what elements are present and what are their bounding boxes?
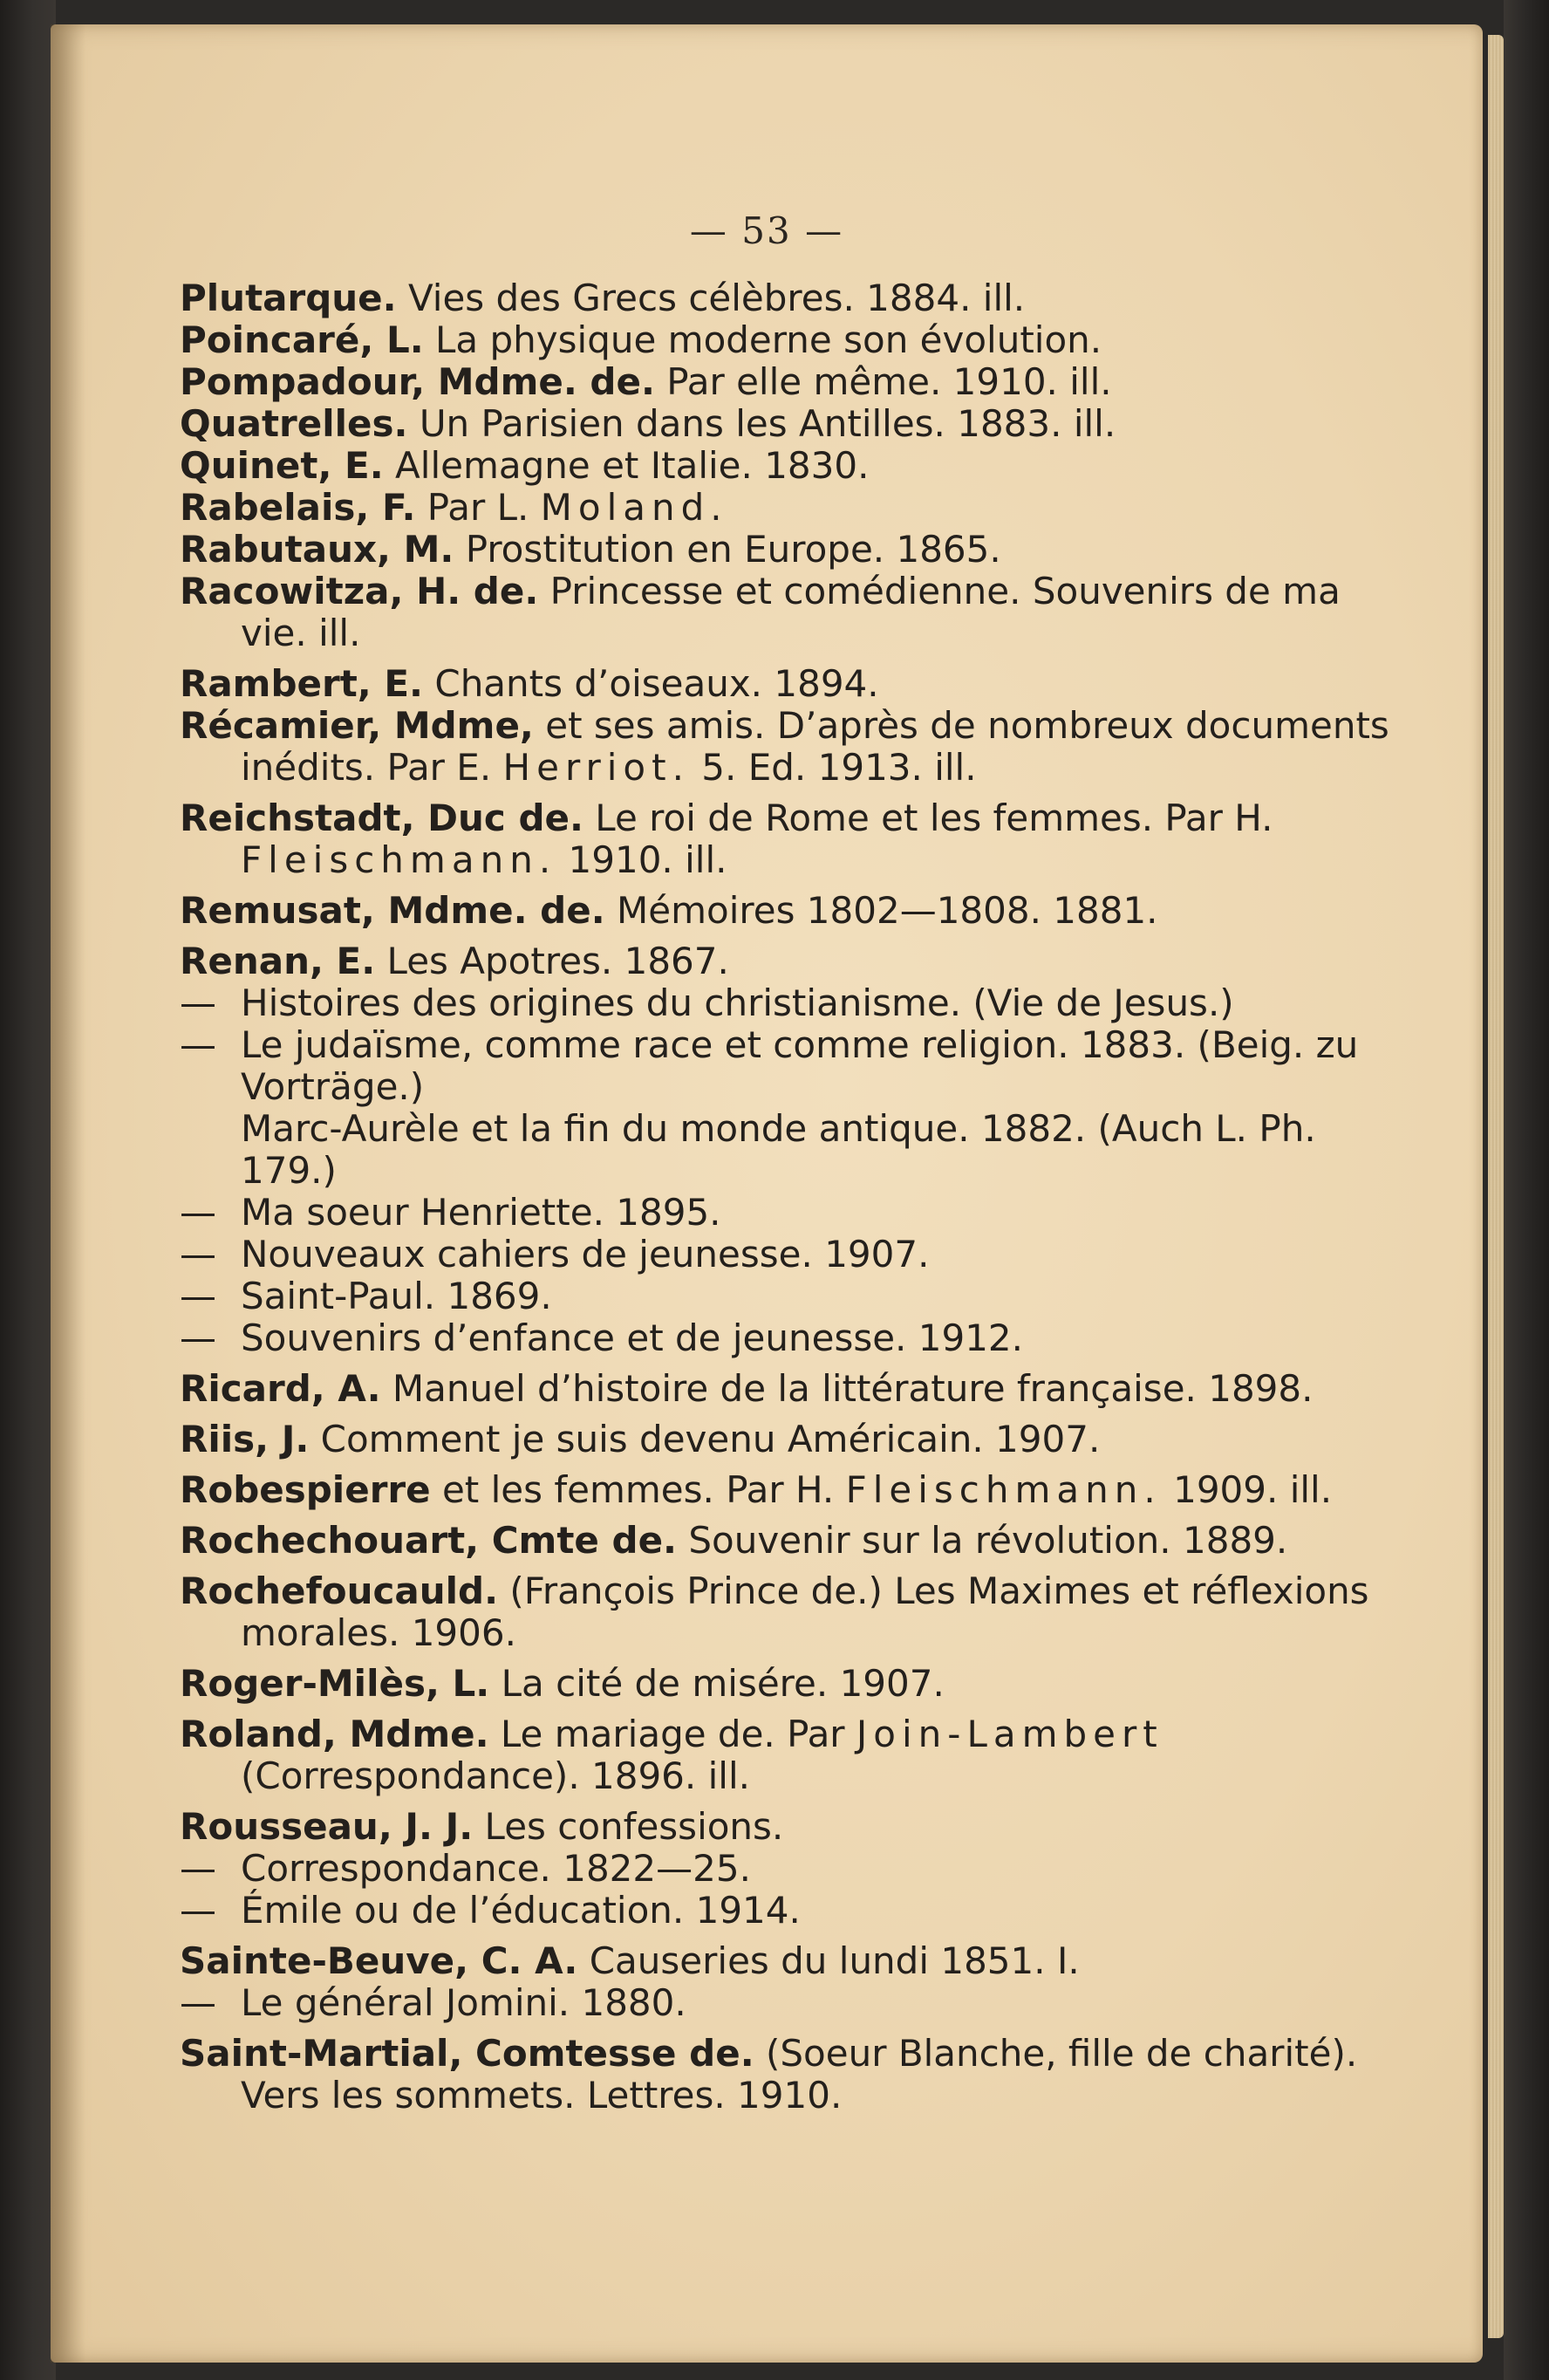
entry-title: Le mariage de. Par <box>488 1713 856 1755</box>
entry-author: Pompadour, Mdme. de. <box>180 360 655 403</box>
entry-author: Quatrelles. <box>180 402 408 445</box>
ditto-dash: — <box>180 1981 216 2024</box>
bibliography-entry <box>180 571 1401 654</box>
bibliography-entry <box>180 1275 1401 1317</box>
ditto-dash: — <box>180 1275 216 1317</box>
bibliography-entry <box>180 1940 1401 1982</box>
entry-title: Allemagne et Italie. 1830. <box>383 444 870 487</box>
entry-title: Un Parisien dans les Antilles. 1883. ill. <box>407 402 1116 445</box>
entry-author: Riis, J. <box>180 1418 310 1460</box>
bibliography-list <box>180 277 1401 2117</box>
entry-title: et les femmes. Par H. <box>430 1468 846 1511</box>
entry-title: Prostitution en Europe. 1865. <box>454 528 1001 571</box>
entry-title: et ses amis. D’après de nombreux documents inédits. Par E. <box>241 704 1389 789</box>
entry-title: Nouveaux cahiers de jeunesse. 1907. <box>241 1233 930 1275</box>
entry-title: La cité de misére. 1907. <box>489 1662 945 1705</box>
entry-author: Robespierre <box>180 1468 431 1511</box>
entry-author: Remusat, Mdme. de. <box>180 889 605 932</box>
entry-title: Émile ou de l’éducation. 1914. <box>241 1889 801 1932</box>
book-page <box>51 24 1483 2363</box>
entry-details: 1909. ill. <box>1161 1468 1333 1511</box>
entry-title: Mémoires 1802—1808. 1881. <box>604 889 1158 932</box>
bibliography-entry <box>180 1234 1401 1275</box>
bibliography-entry <box>180 1368 1401 1410</box>
entry-title: Princesse et comédienne. Souvenirs de ma vie. ill. <box>241 570 1341 654</box>
entry-author: Racowitza, H. de. <box>180 570 539 612</box>
page-number: — 53 — <box>689 209 844 252</box>
bibliography-entry <box>180 982 1401 1024</box>
entry-author: Roland, Mdme. <box>180 1713 489 1755</box>
entry-title: Causeries du lundi 1851. I. <box>577 1939 1080 1982</box>
ditto-dash: — <box>180 1233 216 1275</box>
entry-author: Rabutaux, M. <box>180 528 454 571</box>
entry-continuation-text: Marc-Aurèle et la fin du monde antique. 1882. (Auch L. Ph. 179.) <box>241 1107 1316 1192</box>
bibliography-entry <box>180 1848 1401 1890</box>
entry-author: Plutarque. <box>180 277 397 319</box>
entry-author: Renan, E. <box>180 940 376 982</box>
bibliography-entry <box>180 1890 1401 1932</box>
entry-author: Poincaré, L. <box>180 318 424 361</box>
entry-title: Correspondance. 1822—25. <box>241 1847 751 1890</box>
bibliography-entry <box>180 1419 1401 1460</box>
entry-editor-name: Herriot. <box>502 746 690 789</box>
bibliography-entry <box>180 403 1401 445</box>
entry-author: Saint-Martial, Comtesse de. <box>180 2032 754 2075</box>
bibliography-entry <box>180 1806 1401 1848</box>
bibliography-entry <box>180 487 1401 529</box>
entry-author: Ricard, A. <box>180 1367 381 1410</box>
bibliography-entry <box>180 1108 1401 1192</box>
bibliography-entry <box>180 663 1401 705</box>
entry-title: Comment je suis devenu Américain. 1907. <box>309 1418 1101 1460</box>
bibliography-entry <box>180 1663 1401 1705</box>
entry-editor-name: Join-Lambert <box>856 1713 1163 1755</box>
ditto-dash: — <box>180 981 216 1024</box>
entry-editor-name: Fleischmann. <box>241 838 557 881</box>
entry-title: Par L. <box>415 486 541 529</box>
bibliography-entry <box>180 1317 1401 1359</box>
bibliography-entry <box>180 2033 1401 2117</box>
entry-details: 5. Ed. 1913. ill. <box>689 746 977 789</box>
entry-title: Par elle même. 1910. ill. <box>654 360 1112 403</box>
ditto-dash: — <box>180 1889 216 1932</box>
bibliography-entry <box>180 1024 1401 1108</box>
bibliography-entry <box>180 445 1401 487</box>
entry-author: Rochefoucauld. <box>180 1570 499 1612</box>
entry-title: (François Prince de.) Les Maximes et réflexions morales. 1906. <box>241 1570 1369 1654</box>
entry-details: 1910. ill. <box>556 838 727 881</box>
bibliography-entry <box>180 797 1401 881</box>
bibliography-entry <box>180 705 1401 789</box>
entry-title: Souvenirs d’enfance et de jeunesse. 1912. <box>241 1317 1023 1359</box>
bibliography-entry <box>180 319 1401 361</box>
gutter-shadow <box>51 24 85 2363</box>
entry-editor-name: Fleischmann. <box>845 1468 1162 1511</box>
entry-title: Chants d’oiseaux. 1894. <box>423 662 879 705</box>
bibliography-entry <box>180 1469 1401 1511</box>
ditto-dash: — <box>180 1847 216 1890</box>
entry-author: Rabelais, F. <box>180 486 416 529</box>
entry-title: Histoires des origines du christianisme. (Vie de Jesus.) <box>241 981 1234 1024</box>
entry-title: Manuel d’histoire de la littérature française. 1898. <box>380 1367 1314 1410</box>
bibliography-entry <box>180 1520 1401 1562</box>
entry-details: (Correspondance). 1896. ill. <box>241 1754 750 1797</box>
entry-title: Saint-Paul. 1869. <box>241 1275 552 1317</box>
bibliography-entry <box>180 1713 1401 1797</box>
entry-title: Vies des Grecs célèbres. 1884. ill. <box>396 277 1026 319</box>
entry-title: Le roi de Rome et les femmes. Par H. <box>583 797 1273 839</box>
entry-author: Récamier, Mdme, <box>180 704 534 747</box>
ditto-dash: — <box>180 1317 216 1359</box>
entry-title: (Soeur Blanche, fille de charité). Vers les sommets. Lettres. 1910. <box>241 2032 1358 2117</box>
bibliography-entry <box>180 1570 1401 1654</box>
bibliography-entry <box>180 277 1401 319</box>
bibliography-entry <box>180 890 1401 932</box>
entry-title: Les confessions. <box>473 1805 784 1848</box>
bibliography-entry <box>180 1192 1401 1234</box>
entry-author: Reichstadt, Duc de. <box>180 797 583 839</box>
entry-author: Quinet, E. <box>180 444 384 487</box>
entry-author: Rochechouart, Cmte de. <box>180 1519 678 1562</box>
bibliography-entry <box>180 529 1401 571</box>
page-stack-edges <box>1488 35 1504 2338</box>
entry-author: Rousseau, J. J. <box>180 1805 474 1848</box>
entry-author: Rambert, E. <box>180 662 424 705</box>
entry-title: La physique moderne son évolution. <box>423 318 1102 361</box>
bibliography-entry <box>180 1982 1401 2024</box>
bibliography-entry <box>180 361 1401 403</box>
book-cover-left-edge <box>0 0 56 2380</box>
ditto-dash: — <box>180 1023 216 1066</box>
book-cover-right-edge <box>1504 0 1549 2380</box>
entry-title: Les Apotres. 1867. <box>375 940 729 982</box>
entry-title: Le judaïsme, comme race et comme religion. 1883. (Beig. zu Vorträge.) <box>241 1023 1359 1108</box>
entry-author: Roger-Milès, L. <box>180 1662 490 1705</box>
entry-title: Souvenir sur la révolution. 1889. <box>677 1519 1288 1562</box>
ditto-dash: — <box>180 1191 216 1234</box>
entry-author: Sainte-Beuve, C. A. <box>180 1939 578 1982</box>
entry-title: Le général Jomini. 1880. <box>241 1981 686 2024</box>
entry-editor-name: Moland. <box>540 486 728 529</box>
entry-title: Ma soeur Henriette. 1895. <box>241 1191 721 1234</box>
bibliography-entry <box>180 940 1401 982</box>
